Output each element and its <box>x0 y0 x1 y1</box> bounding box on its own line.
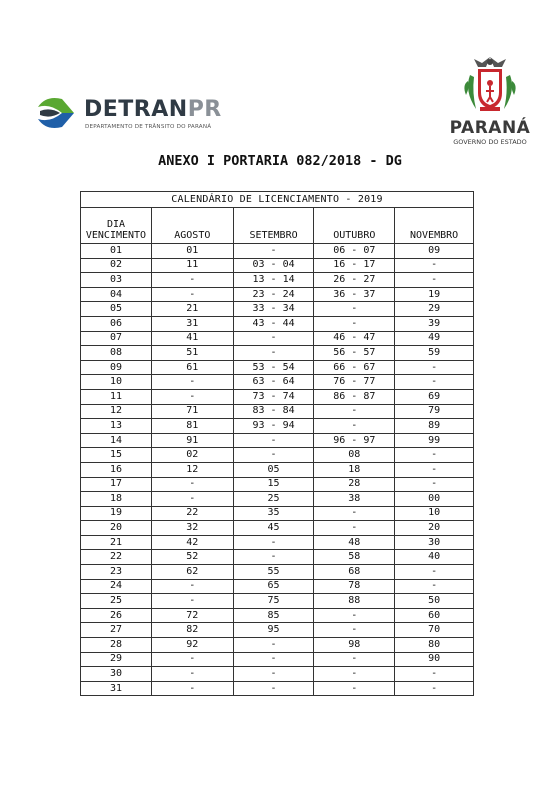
cell-setembro: 23 - 24 <box>233 287 314 302</box>
cell-dia: 19 <box>81 506 152 521</box>
cell-setembro: 03 - 04 <box>233 258 314 273</box>
cell-novembro: 70 <box>395 623 474 638</box>
cell-agosto: 21 <box>151 302 233 317</box>
cell-dia: 30 <box>81 667 152 682</box>
table-row <box>81 594 474 609</box>
cell-setembro: 43 - 44 <box>233 316 314 331</box>
licensing-calendar-table <box>80 191 474 696</box>
cell-agosto: 41 <box>151 331 233 346</box>
table-row <box>81 521 474 536</box>
table-row <box>81 433 474 448</box>
cell-setembro: 33 - 34 <box>233 302 314 317</box>
table-row <box>81 638 474 653</box>
cell-setembro: - <box>233 535 314 550</box>
table-row <box>81 477 474 492</box>
cell-outubro: 86 - 87 <box>314 389 395 404</box>
cell-dia: 29 <box>81 652 152 667</box>
cell-agosto: 11 <box>151 258 233 273</box>
cell-outubro: 88 <box>314 594 395 609</box>
table-caption-row <box>81 192 474 208</box>
cell-outubro: 46 - 47 <box>314 331 395 346</box>
cell-novembro: 49 <box>395 331 474 346</box>
cell-outubro: - <box>314 623 395 638</box>
cell-setembro: - <box>233 550 314 565</box>
cell-dia: 25 <box>81 594 152 609</box>
cell-agosto: - <box>151 492 233 507</box>
cell-outubro: 58 <box>314 550 395 565</box>
cell-setembro: 45 <box>233 521 314 536</box>
cell-agosto: 02 <box>151 448 233 463</box>
cell-agosto: 71 <box>151 404 233 419</box>
cell-agosto: 22 <box>151 506 233 521</box>
cell-dia: 07 <box>81 331 152 346</box>
table-row <box>81 667 474 682</box>
cell-agosto: 82 <box>151 623 233 638</box>
cell-outubro: - <box>314 681 395 696</box>
table-row <box>81 608 474 623</box>
table-row <box>81 273 474 288</box>
cell-setembro: 13 - 14 <box>233 273 314 288</box>
cell-agosto: - <box>151 273 233 288</box>
cell-agosto: - <box>151 375 233 390</box>
cell-outubro: 56 - 57 <box>314 346 395 361</box>
header-outubro: OUTUBRO <box>314 208 395 244</box>
header-dia-vencimento <box>81 208 152 244</box>
cell-novembro: - <box>395 565 474 580</box>
cell-dia: 08 <box>81 346 152 361</box>
cell-setembro: 05 <box>233 462 314 477</box>
cell-setembro: - <box>233 244 314 259</box>
detran-brand-suffix: PR <box>187 97 222 122</box>
cell-dia: 05 <box>81 302 152 317</box>
cell-novembro: - <box>395 477 474 492</box>
header-agosto: AGOSTO <box>151 208 233 244</box>
cell-outubro: 48 <box>314 535 395 550</box>
cell-agosto: - <box>151 681 233 696</box>
cell-dia: 06 <box>81 316 152 331</box>
cell-dia: 24 <box>81 579 152 594</box>
cell-dia: 22 <box>81 550 152 565</box>
cell-agosto: - <box>151 667 233 682</box>
cell-novembro: 79 <box>395 404 474 419</box>
cell-outubro: 76 - 77 <box>314 375 395 390</box>
table-row <box>81 244 474 259</box>
table-row <box>81 346 474 361</box>
cell-setembro: - <box>233 433 314 448</box>
table-row <box>81 287 474 302</box>
detran-wordmark <box>84 99 222 121</box>
cell-dia: 26 <box>81 608 152 623</box>
table-row <box>81 565 474 580</box>
cell-novembro: 59 <box>395 346 474 361</box>
cell-dia: 11 <box>81 389 152 404</box>
table-row <box>81 258 474 273</box>
cell-novembro: - <box>395 462 474 477</box>
cell-dia: 15 <box>81 448 152 463</box>
cell-novembro: 09 <box>395 244 474 259</box>
table-row <box>81 404 474 419</box>
cell-setembro: - <box>233 652 314 667</box>
cell-novembro: - <box>395 681 474 696</box>
cell-agosto: 12 <box>151 462 233 477</box>
cell-dia: 23 <box>81 565 152 580</box>
cell-agosto: 81 <box>151 419 233 434</box>
table-row <box>81 389 474 404</box>
cell-agosto: 61 <box>151 360 233 375</box>
cell-dia: 10 <box>81 375 152 390</box>
cell-novembro: 89 <box>395 419 474 434</box>
table-row <box>81 652 474 667</box>
cell-novembro: - <box>395 448 474 463</box>
cell-dia: 20 <box>81 521 152 536</box>
cell-agosto: - <box>151 477 233 492</box>
detran-chevron-icon <box>36 93 76 133</box>
cell-novembro: 90 <box>395 652 474 667</box>
cell-novembro: - <box>395 273 474 288</box>
parana-name: PARANÁ <box>449 118 531 138</box>
cell-agosto: 32 <box>151 521 233 536</box>
table-body <box>81 244 474 696</box>
table-header-row <box>81 208 474 244</box>
table-row <box>81 623 474 638</box>
document-title: ANEXO I PORTARIA 082/2018 - DG <box>158 153 402 169</box>
cell-novembro: 19 <box>395 287 474 302</box>
cell-dia: 14 <box>81 433 152 448</box>
cell-setembro: - <box>233 448 314 463</box>
cell-outubro: 66 - 67 <box>314 360 395 375</box>
cell-novembro: - <box>395 579 474 594</box>
table-row <box>81 462 474 477</box>
cell-agosto: - <box>151 287 233 302</box>
cell-setembro: 95 <box>233 623 314 638</box>
cell-agosto: 62 <box>151 565 233 580</box>
cell-novembro: - <box>395 667 474 682</box>
table-row <box>81 681 474 696</box>
cell-dia: 04 <box>81 287 152 302</box>
cell-outubro: - <box>314 419 395 434</box>
cell-dia: 17 <box>81 477 152 492</box>
cell-setembro: - <box>233 638 314 653</box>
cell-setembro: 35 <box>233 506 314 521</box>
cell-dia: 03 <box>81 273 152 288</box>
table-row <box>81 419 474 434</box>
cell-outubro: 38 <box>314 492 395 507</box>
table-row <box>81 535 474 550</box>
cell-novembro: 60 <box>395 608 474 623</box>
cell-novembro: 99 <box>395 433 474 448</box>
cell-novembro: 50 <box>395 594 474 609</box>
cell-setembro: - <box>233 346 314 361</box>
cell-outubro: - <box>314 608 395 623</box>
cell-dia: 28 <box>81 638 152 653</box>
cell-setembro: 83 - 84 <box>233 404 314 419</box>
table-row <box>81 579 474 594</box>
cell-setembro: 53 - 54 <box>233 360 314 375</box>
table-row <box>81 375 474 390</box>
cell-setembro: 15 <box>233 477 314 492</box>
cell-setembro: - <box>233 681 314 696</box>
table-row <box>81 550 474 565</box>
cell-outubro: 78 <box>314 579 395 594</box>
cell-novembro: 80 <box>395 638 474 653</box>
cell-novembro: - <box>395 258 474 273</box>
cell-outubro: - <box>314 506 395 521</box>
table-row <box>81 331 474 346</box>
table-row <box>81 506 474 521</box>
cell-setembro: 73 - 74 <box>233 389 314 404</box>
cell-setembro: 85 <box>233 608 314 623</box>
cell-agosto: - <box>151 389 233 404</box>
cell-novembro: - <box>395 375 474 390</box>
cell-outubro: 18 <box>314 462 395 477</box>
cell-novembro: 30 <box>395 535 474 550</box>
cell-outubro: - <box>314 404 395 419</box>
cell-outubro: 08 <box>314 448 395 463</box>
cell-dia: 21 <box>81 535 152 550</box>
cell-setembro: - <box>233 667 314 682</box>
cell-dia: 18 <box>81 492 152 507</box>
table-row <box>81 302 474 317</box>
cell-agosto: 52 <box>151 550 233 565</box>
header-novembro: NOVEMBRO <box>395 208 474 244</box>
cell-agosto: 92 <box>151 638 233 653</box>
cell-dia: 31 <box>81 681 152 696</box>
cell-agosto: - <box>151 652 233 667</box>
cell-outubro: 16 - 17 <box>314 258 395 273</box>
cell-agosto: 31 <box>151 316 233 331</box>
header-dia-vencimento-label: DIA VENCIMENTO <box>85 219 147 241</box>
cell-setembro: 25 <box>233 492 314 507</box>
cell-setembro: 93 - 94 <box>233 419 314 434</box>
cell-novembro: 20 <box>395 521 474 536</box>
cell-agosto: 72 <box>151 608 233 623</box>
cell-dia: 02 <box>81 258 152 273</box>
cell-dia: 09 <box>81 360 152 375</box>
cell-outubro: 06 - 07 <box>314 244 395 259</box>
cell-setembro: 75 <box>233 594 314 609</box>
cell-agosto: 51 <box>151 346 233 361</box>
table-caption: CALENDÁRIO DE LICENCIAMENTO - 2019 <box>81 192 474 208</box>
header-setembro: SETEMBRO <box>233 208 314 244</box>
detran-subtitle: DEPARTAMENTO DE TRÂNSITO DO PARANÁ <box>85 124 212 130</box>
cell-dia: 16 <box>81 462 152 477</box>
cell-outubro: - <box>314 316 395 331</box>
cell-outubro: - <box>314 652 395 667</box>
cell-novembro: 69 <box>395 389 474 404</box>
cell-novembro: - <box>395 360 474 375</box>
table-row <box>81 316 474 331</box>
cell-novembro: 40 <box>395 550 474 565</box>
cell-outubro: 26 - 27 <box>314 273 395 288</box>
cell-setembro: - <box>233 331 314 346</box>
cell-agosto: - <box>151 594 233 609</box>
cell-outubro: - <box>314 302 395 317</box>
cell-dia: 12 <box>81 404 152 419</box>
cell-dia: 27 <box>81 623 152 638</box>
cell-novembro: 39 <box>395 316 474 331</box>
cell-agosto: 01 <box>151 244 233 259</box>
cell-agosto: - <box>151 579 233 594</box>
detran-pr-logo <box>36 93 226 135</box>
cell-outubro: - <box>314 667 395 682</box>
parana-government-logo <box>446 55 534 150</box>
detran-brand-main: DETRAN <box>84 97 188 122</box>
cell-setembro: 65 <box>233 579 314 594</box>
cell-outubro: 98 <box>314 638 395 653</box>
cell-agosto: 42 <box>151 535 233 550</box>
cell-outubro: - <box>314 521 395 536</box>
cell-setembro: 63 - 64 <box>233 375 314 390</box>
cell-setembro: 55 <box>233 565 314 580</box>
table-row <box>81 492 474 507</box>
cell-outubro: 96 - 97 <box>314 433 395 448</box>
cell-outubro: 28 <box>314 477 395 492</box>
cell-dia: 13 <box>81 419 152 434</box>
table-row <box>81 360 474 375</box>
cell-novembro: 00 <box>395 492 474 507</box>
parana-subtitle: GOVERNO DO ESTADO <box>453 138 527 146</box>
cell-agosto: 91 <box>151 433 233 448</box>
cell-novembro: 29 <box>395 302 474 317</box>
parana-coat-of-arms-icon <box>460 55 520 117</box>
cell-novembro: 10 <box>395 506 474 521</box>
cell-outubro: 68 <box>314 565 395 580</box>
cell-dia: 01 <box>81 244 152 259</box>
table-row <box>81 448 474 463</box>
cell-outubro: 36 - 37 <box>314 287 395 302</box>
